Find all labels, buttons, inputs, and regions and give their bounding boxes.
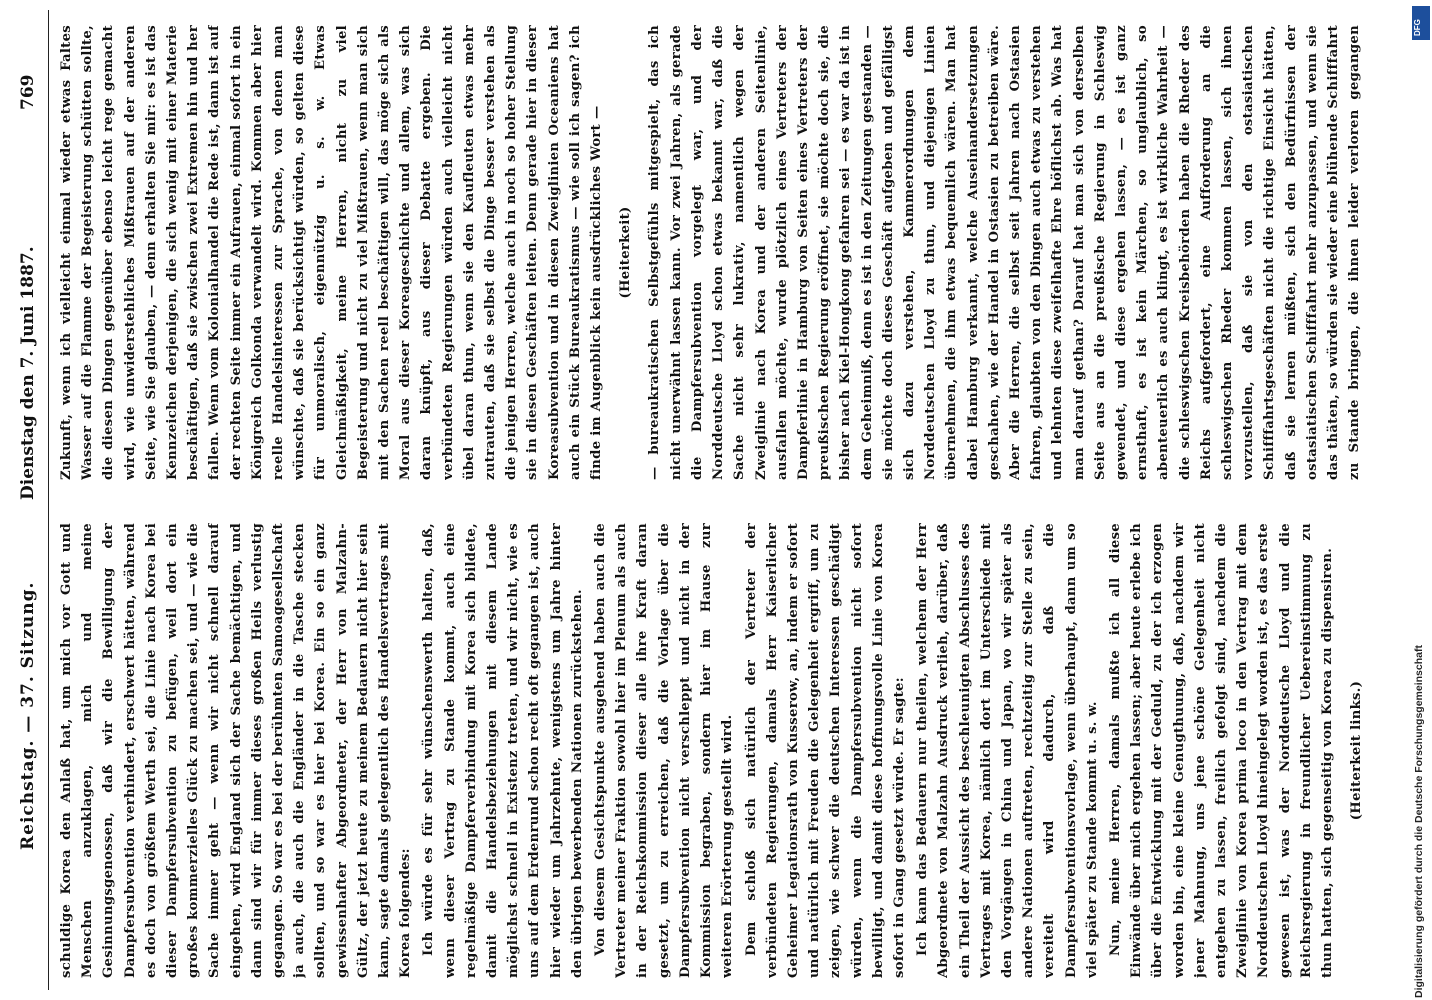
dfg-logo: DFG	[1412, 6, 1430, 40]
page-header	[14, 0, 44, 1000]
header-rule	[48, 10, 49, 990]
page-number: 769	[18, 74, 38, 110]
left-column	[56, 523, 1366, 978]
header-center: Dienstag den 7. Juni 1887.	[18, 246, 38, 500]
header-left: Reichstag. — 37. Sitzung.	[18, 581, 38, 850]
paragraph: Nun, meine Herren, damals mußte ich all diese Einwände über mich ergehen lassen; aber heute erlebe ich über die Entwicklung mit der Geduld, zu der ich erzogen worden bin, eine kleine Genugthuung, daß, nachdem wir jener Mahnung, uns jene schöne Gelegenheit nicht entgehen zu lassen, freilich gefolgt sind, nachdem die Zweiglinie von Korea prima loco in den Vertrag mit dem Norddeutschen Lloyd hineingelegt worden ist, es das erste gewesen ist, was der Norddeutsche Lloyd und die Reichsregierung in freundlicher Uebereinstimmung zu thun hatten, sich gegenseitig von Korea zu dispensiren.	[1107, 523, 1335, 978]
digitization-credit: Digitalisierung gefördert durch die Deutsche Forschungsgemeinschaft	[1413, 645, 1425, 998]
paragraph: Von diesem Gesichtspunkte ausgehend haben auch die Vertreter meiner Fraktion sowohl hier im Plenum als auch in der Reichskommission dieser alle ihre Kraft daran gesetzt, um zu erreichen, daß die Vorlage über die Dampfersubvention nicht verschleppt und nicht in der Kommission begraben, sondern hier im Hause zur weiteren Erörterung gestellt wird.	[593, 523, 736, 978]
digitization-sidebar	[1411, 0, 1432, 1000]
paragraph: Ich würde es für sehr wünschenswerth halten, daß, wenn dieser Vertrag zu Stande kommt, auch eine regelmäßige Dampferverbindung mit Korea sich bildete, damit die Handelsbeziehungen mit diesem Lande möglichst schnell in Existenz treten, und wir nicht, wie es uns auf dem Erdenrund schon recht oft gegangen ist, auch hier wieder um Jahrzehnte, wenigstens um Jahre hinter den übrigen bewerbenden Nationen zurückstehen.	[421, 523, 585, 978]
interjection: (Heiterkeit)	[618, 206, 634, 299]
paragraph: Ich kann das Bedauern nur theilen, welchem der Herr Abgeordnete von Malzahn Ausdruck verlieh, darüber, daß ein Theil der Aussicht des beschleunigten Abschlusses des Vertrages mit Korea, nämlich dort im Unterschiede mit den Vorgängen in China und Japan, wo wir später als andere Nationen auftreten, rechtzeitig zur Stelle zu sein, vereitelt wird dadurch, daß die Dampfersubventionsvorlage, wenn überhaupt, dann um so viel später zu Stande kommt u. s. w.	[915, 523, 1100, 978]
paragraph: — bureaukratischen Selbstgefühls mitgespielt, das ich nicht unerwähnt lassen kann. Vor zwei Jahren, als gerade die Dampfersubvention vorgelegt war, und der Norddeutsche Lloyd schon etwas bekannt war, daß die Sache nicht sehr lukrativ, namentlich wegen der Zweiglinie nach Korea und der anderen Seitenlinie, ausfallen möchte, wurde plötzlich eines Vertreters der Dampferlinie in Hamburg von Seiten eines Vertreters der preußischen Regierung eröffnet, sie möchte doch sie, die bisher nach Kiel-Hongkong gefahren sei — es war da ist in dem Geheimniß, denn es ist in den Zeitungen gestanden — sie möchte doch dieses Geschäft aufgeben und gefälligst sich dazu verstehen, Kammerordnungen dem Norddeutschen Lloyd zu thun, und diejenigen Linien übernehmen, die ihm etwas bequemlich wären. Man hat dabei Hamburg verkannt, welche Auseinandersetzungen geschahen, wie der Handel in Ostasien zu betreiben wäre. Aber die Herren, die selbst seit Jahren nach Ostasien fahren, glaubten von den Dingen auch etwas zu verstehen und lehnten diese zweifelhafte Ehre höflichst ab. Was hat man darauf gethan? Darauf hat man sich von derselben Seite aus an die preußische Regierung in Schleswig gewendet, und diese ergehen lassen, — es ist ganz ernsthaft, es ist kein Märchen, so unglaublich, so abenteuerlich es auch klingt, es ist wirkliche Wahrheit — die schleswigschen Kreisbehörden haben die Rheder des Reichs aufgefordert, eine Aufforderung an die schleswigschen Rheder kommen lassen, sich ihnen vorzustellen, daß sie von den ostasiatischen Schifffahrtsgeschäften nicht die richtige Einsicht hätten, daß sie lernen müßten, sich den Bedürfnissen der ostasiatischen Schifffahrt mehr anzupassen, und wenn sie das thäten, so würden sie wieder eine blühende Schifffahrt zu Stande bringen, die ihnen leider verloren gegangen	[647, 25, 1363, 480]
right-column	[56, 25, 1366, 480]
paragraph: Dem schloß sich natürlich der Vertreter der verbündeten Regierungen, damals Herr Kaiserlicher Geheimer Legationsrath von Kusserow, an, indem er sofort und natürlich mit Freuden die Gelegenheit ergriff, um zu zeigen, wie schwer die deutschen Interessen geschädigt würden, wenn die Dampfersubvention nicht sofort bewilligt, und damit diese hoffnungsvolle Linie von Korea sofort in Gang gesetzt würde. Er sagte:	[743, 523, 907, 978]
paragraph: schuldige Korea den Anlaß hat, um mich vor Gott und Menschen anzuklagen, mich und meine Gesinnungsgenossen, daß wir die Bewilligung der Dampfersubvention verhindert, erschwert hätten, während es doch von größtem Werth sei, die Linie nach Korea bei dieser Dampfersubvention zu befügen, weil dort ein großes kommerzielles Glück zu machen sei, und — wie die Sache immer geht — wenn wir nicht schnell darauf eingehen, wird England sich der Sache bemächtigen, und dann sind wir für immer dieses großen Heils verlustig gegangen. So war es bei der berühmten Samoagesellschaft ja auch, die auch die Engländer in die Tasche stecken sollten, und so war es hier bei Korea. Ein so ein ganz gewissenhafter Abgeordneter, der Herr von Malzahn-Gültz, der jetzt heute zu meinem Bedauern nicht hier sein kann, sagte damals gelegentlich des Handelsvertrages mit Korea folgendes:	[59, 523, 414, 978]
paragraph: Zukunft, wenn ich vielleicht einmal wieder etwas Faltes Wasser auf die Flamme der Begeisterung schütten sollte, die diesen Dingen gegenüber ebenso leicht rege gemacht wird, wie unwiderstehliches Mißtrauen auf der anderen Seite, wie Sie glauben, — denn erhalten Sie mir: es ist das Kennzeichen derjenigen, die sich wenig mit einer Materie beschäftigen, daß sie zwischen zwei Extremen hin und her fallen. Wenn vom Kolonialhandel die Rede ist, dann ist auf der rechten Seite immer ein Aufrauen, einmal sofort in ein Königreich Golkonda verwandelt wird. Kommen aber hier reelle Handelsinteressen zur Sprache, von denen man wünschte, daß sie berücksichtigt würden, so gelten diese für unmoralisch, eigennützig u. s. w. Etwas Gleichmäßigkeit, meine Herren, nicht zu viel Begeisterung und nicht zu viel Mißtrauen, wenn man sich mit den Sachen reell beschäftigen will, das möge sich als Moral aus dieser Koreageschichte und allem, was sich daran knüpft, aus dieser Debatte ergeben. Die verbündeten Regierungen würden auch vielleicht nicht übel daran thun, wenn sie den Kaufleuten etwas mehr zutrauten, daß sie selbst die Dinge besser verstehen als die jenigen Herren, welche auch in noch so hoher Stellung sie in diesen Geschäften leiten. Denn gerade hier in dieser Koreasubvention und in diesen Zweiglinien Oceaniens hat auch ein Stück Bureaukratismus — wie soll ich sagen? ich finde im Augenblick kein ausdrückliches Wort —	[59, 25, 605, 480]
interjection: (Heiterkeit links.)	[1349, 680, 1365, 821]
